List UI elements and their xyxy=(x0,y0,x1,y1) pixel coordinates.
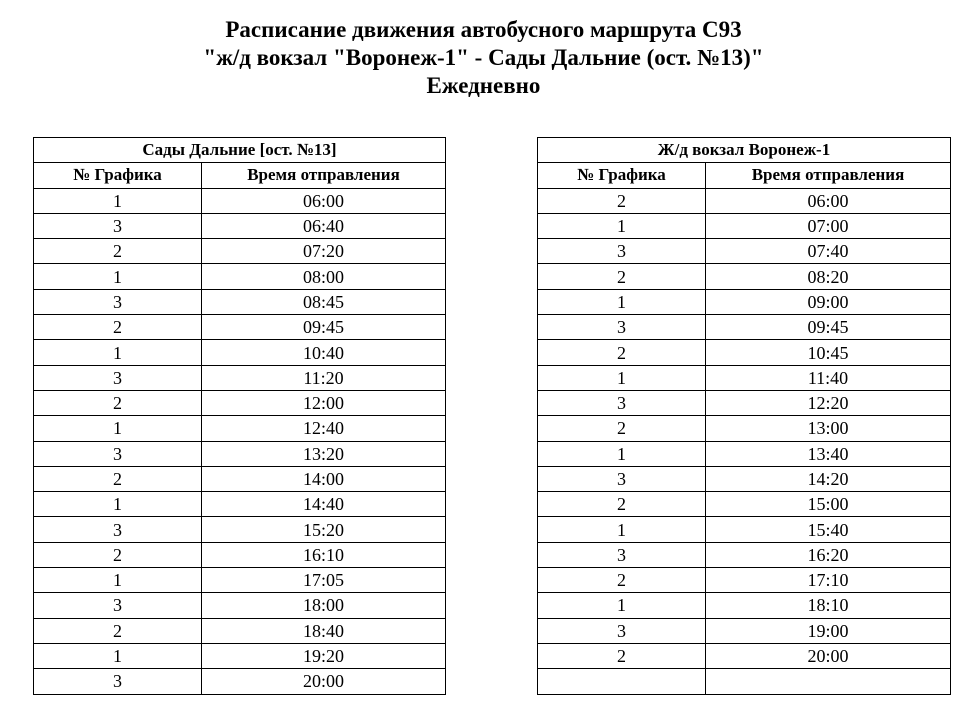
table-row xyxy=(538,669,951,694)
departure-time-cell: 10:40 xyxy=(202,340,446,365)
table-row xyxy=(538,466,951,491)
schedule-number-cell: 2 xyxy=(538,416,706,441)
departure-time-cell: 13:40 xyxy=(706,441,951,466)
schedule-number-cell: 1 xyxy=(34,643,202,668)
table-row xyxy=(538,568,951,593)
departure-time-cell: 16:10 xyxy=(202,542,446,567)
table-row xyxy=(34,643,446,668)
table-row xyxy=(34,669,446,694)
schedule-number-cell: 3 xyxy=(34,289,202,314)
table-row xyxy=(538,593,951,618)
departure-time-cell: 08:20 xyxy=(706,264,951,289)
schedule-number-cell: 1 xyxy=(538,365,706,390)
table-row xyxy=(34,365,446,390)
schedule-number-cell: 2 xyxy=(34,239,202,264)
table-row xyxy=(34,289,446,314)
schedule-number-cell: 1 xyxy=(538,593,706,618)
table-row xyxy=(538,542,951,567)
schedule-number-cell: 2 xyxy=(538,643,706,668)
departure-time-cell: 18:10 xyxy=(706,593,951,618)
schedule-table-voronezh-1 xyxy=(537,137,951,695)
schedule-number-cell: 1 xyxy=(34,340,202,365)
departure-time-cell: 18:00 xyxy=(202,593,446,618)
departure-time-cell: 16:20 xyxy=(706,542,951,567)
document-title xyxy=(0,16,967,100)
table-row xyxy=(538,289,951,314)
table-row xyxy=(34,416,446,441)
column-header-schedule: № Графика xyxy=(538,163,706,188)
table-row xyxy=(34,390,446,415)
table-row xyxy=(34,466,446,491)
schedule-number-cell: 3 xyxy=(34,213,202,238)
schedule-number-cell: 2 xyxy=(34,315,202,340)
schedule-number-cell: 1 xyxy=(34,264,202,289)
schedule-number-cell: 3 xyxy=(34,441,202,466)
departure-time-cell: 07:00 xyxy=(706,213,951,238)
departure-time-cell: 06:00 xyxy=(202,188,446,213)
departure-time-cell: 17:10 xyxy=(706,568,951,593)
departure-time-cell: 15:40 xyxy=(706,517,951,542)
schedule-number-cell: 2 xyxy=(538,492,706,517)
schedule-number-cell: 3 xyxy=(538,542,706,567)
departure-time-cell: 12:00 xyxy=(202,390,446,415)
departure-time-cell: 09:00 xyxy=(706,289,951,314)
schedule-number-cell: 1 xyxy=(538,517,706,542)
departure-time-cell: 10:45 xyxy=(706,340,951,365)
departure-time-cell: 09:45 xyxy=(202,315,446,340)
schedule-number-cell: 1 xyxy=(538,213,706,238)
departure-time-cell: 09:45 xyxy=(706,315,951,340)
departure-time-cell: 07:20 xyxy=(202,239,446,264)
table-row xyxy=(34,264,446,289)
table-row xyxy=(34,213,446,238)
departure-time-cell xyxy=(706,669,951,694)
schedule-number-cell: 2 xyxy=(34,618,202,643)
departure-time-cell: 12:40 xyxy=(202,416,446,441)
schedule-number-cell: 3 xyxy=(538,618,706,643)
schedule-number-cell: 3 xyxy=(34,517,202,542)
departure-time-cell: 13:00 xyxy=(706,416,951,441)
table-row xyxy=(34,441,446,466)
schedule-number-cell: 3 xyxy=(34,669,202,694)
schedule-number-cell: 2 xyxy=(538,568,706,593)
table-stop-name: Ж/д вокзал Воронеж-1 xyxy=(538,138,951,163)
departure-time-cell: 15:00 xyxy=(706,492,951,517)
title-line-stops: "ж/д вокзал "Воронеж-1" - Сады Дальние (ост. №13)" xyxy=(203,45,764,70)
table-row xyxy=(538,441,951,466)
departure-time-cell: 15:20 xyxy=(202,517,446,542)
departure-time-cell: 08:45 xyxy=(202,289,446,314)
departure-time-cell: 18:40 xyxy=(202,618,446,643)
table-row xyxy=(34,517,446,542)
schedule-number-cell: 3 xyxy=(538,390,706,415)
schedule-number-cell: 3 xyxy=(538,466,706,491)
departure-time-cell: 12:20 xyxy=(706,390,951,415)
table-row xyxy=(34,492,446,517)
departure-time-cell: 11:40 xyxy=(706,365,951,390)
table-row xyxy=(34,315,446,340)
table-row xyxy=(34,568,446,593)
schedule-number-cell: 1 xyxy=(34,568,202,593)
table-row xyxy=(34,593,446,618)
table-row xyxy=(538,517,951,542)
table-row xyxy=(34,542,446,567)
schedule-number-cell: 1 xyxy=(34,416,202,441)
schedule-number-cell: 3 xyxy=(34,593,202,618)
departure-time-cell: 20:00 xyxy=(706,643,951,668)
schedule-number-cell: 2 xyxy=(34,390,202,415)
table-row xyxy=(34,340,446,365)
column-header-departure-time: Время отправления xyxy=(202,163,446,188)
departure-time-cell: 13:20 xyxy=(202,441,446,466)
table-row xyxy=(538,492,951,517)
title-line-route: Расписание движения автобусного маршрута С93 xyxy=(225,17,742,42)
column-header-schedule: № Графика xyxy=(34,163,202,188)
departure-time-cell: 11:20 xyxy=(202,365,446,390)
title-line-days: Ежедневно xyxy=(426,73,541,98)
column-header-departure-time: Время отправления xyxy=(706,163,951,188)
table-row xyxy=(538,643,951,668)
schedule-number-cell: 2 xyxy=(538,188,706,213)
schedule-number-cell: 1 xyxy=(34,188,202,213)
departure-time-cell: 19:00 xyxy=(706,618,951,643)
departure-time-cell: 06:40 xyxy=(202,213,446,238)
departure-time-cell: 19:20 xyxy=(202,643,446,668)
schedule-number-cell: 3 xyxy=(538,315,706,340)
table-row xyxy=(538,213,951,238)
schedule-number-cell: 2 xyxy=(538,340,706,365)
table-row xyxy=(538,618,951,643)
departure-time-cell: 14:40 xyxy=(202,492,446,517)
schedule-number-cell: 3 xyxy=(34,365,202,390)
table-row xyxy=(538,390,951,415)
table-row xyxy=(538,365,951,390)
departure-time-cell: 14:00 xyxy=(202,466,446,491)
schedule-number-cell: 1 xyxy=(538,441,706,466)
table-row xyxy=(538,340,951,365)
table-row xyxy=(34,188,446,213)
schedule-number-cell: 2 xyxy=(538,264,706,289)
table-row xyxy=(538,416,951,441)
departure-time-cell: 17:05 xyxy=(202,568,446,593)
table-row xyxy=(34,239,446,264)
schedule-number-cell: 2 xyxy=(34,542,202,567)
schedule-table-sady-dalnie xyxy=(33,137,446,695)
schedule-number-cell xyxy=(538,669,706,694)
table-row xyxy=(34,618,446,643)
table-row xyxy=(538,264,951,289)
table-row xyxy=(538,239,951,264)
departure-time-cell: 14:20 xyxy=(706,466,951,491)
schedule-number-cell: 1 xyxy=(34,492,202,517)
schedule-number-cell: 1 xyxy=(538,289,706,314)
departure-time-cell: 07:40 xyxy=(706,239,951,264)
schedule-number-cell: 2 xyxy=(34,466,202,491)
departure-time-cell: 08:00 xyxy=(202,264,446,289)
departure-time-cell: 20:00 xyxy=(202,669,446,694)
schedule-number-cell: 3 xyxy=(538,239,706,264)
table-row xyxy=(538,188,951,213)
table-row xyxy=(538,315,951,340)
departure-time-cell: 06:00 xyxy=(706,188,951,213)
table-stop-name: Сады Дальние [ост. №13] xyxy=(34,138,446,163)
